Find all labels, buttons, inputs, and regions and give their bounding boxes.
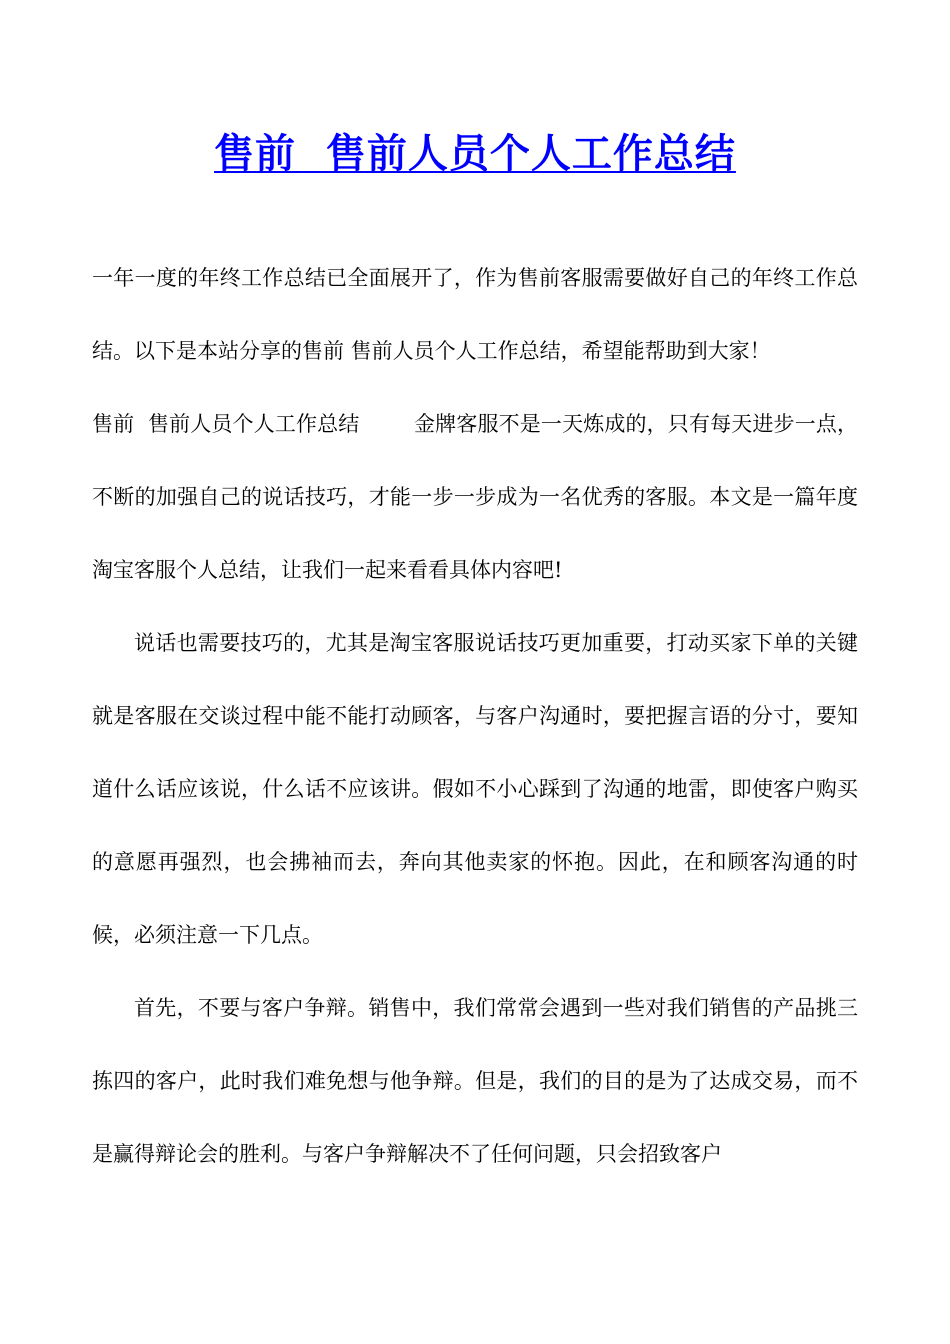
document-title	[0, 126, 950, 182]
paragraph-intro: 一年一度的年终工作总结已全面展开了，作为售前客服需要做好自己的年终工作总结。以下是本站分享的售前 售前人员个人工作总结，希望能帮助到大家！	[92, 266, 858, 363]
paragraph-subtitle: 售前 售前人员个人工作总结 金牌客服不是一天炼成的，只有每天进步一点，不断的加强自己的说话技巧，才能一步一步成为一名优秀的客服。本文是一篇年度淘宝客服个人总结，让我们一起来看看具体内容吧!	[92, 412, 858, 582]
paragraph-speaking-skills: 说话也需要技巧的，尤其是淘宝客服说话技巧更加重要，打动买家下单的关键就是客服在交谈过程中能不能打动顾客，与客户沟通时，要把握言语的分寸，要知道什么话应该说，什么话不应该讲。假如不小心踩到了沟通的地雷，即使客户购买的意愿再强烈，也会拂袖而去，奔向其他卖家的怀抱。因此，在和顾客沟通的时候，必须注意一下几点。	[92, 631, 858, 947]
document-body	[92, 242, 858, 1191]
document-title-link[interactable]: 售前 售前人员个人工作总结	[214, 130, 736, 177]
paragraph-no-argue: 首先，不要与客户争辩。销售中，我们常常会遇到一些对我们销售的产品挑三拣四的客户，此时我们难免想与他争辩。但是，我们的目的是为了达成交易，而不是赢得辩论会的胜利。与客户争辩解决不了任何问题，只会招致客户	[92, 996, 858, 1166]
